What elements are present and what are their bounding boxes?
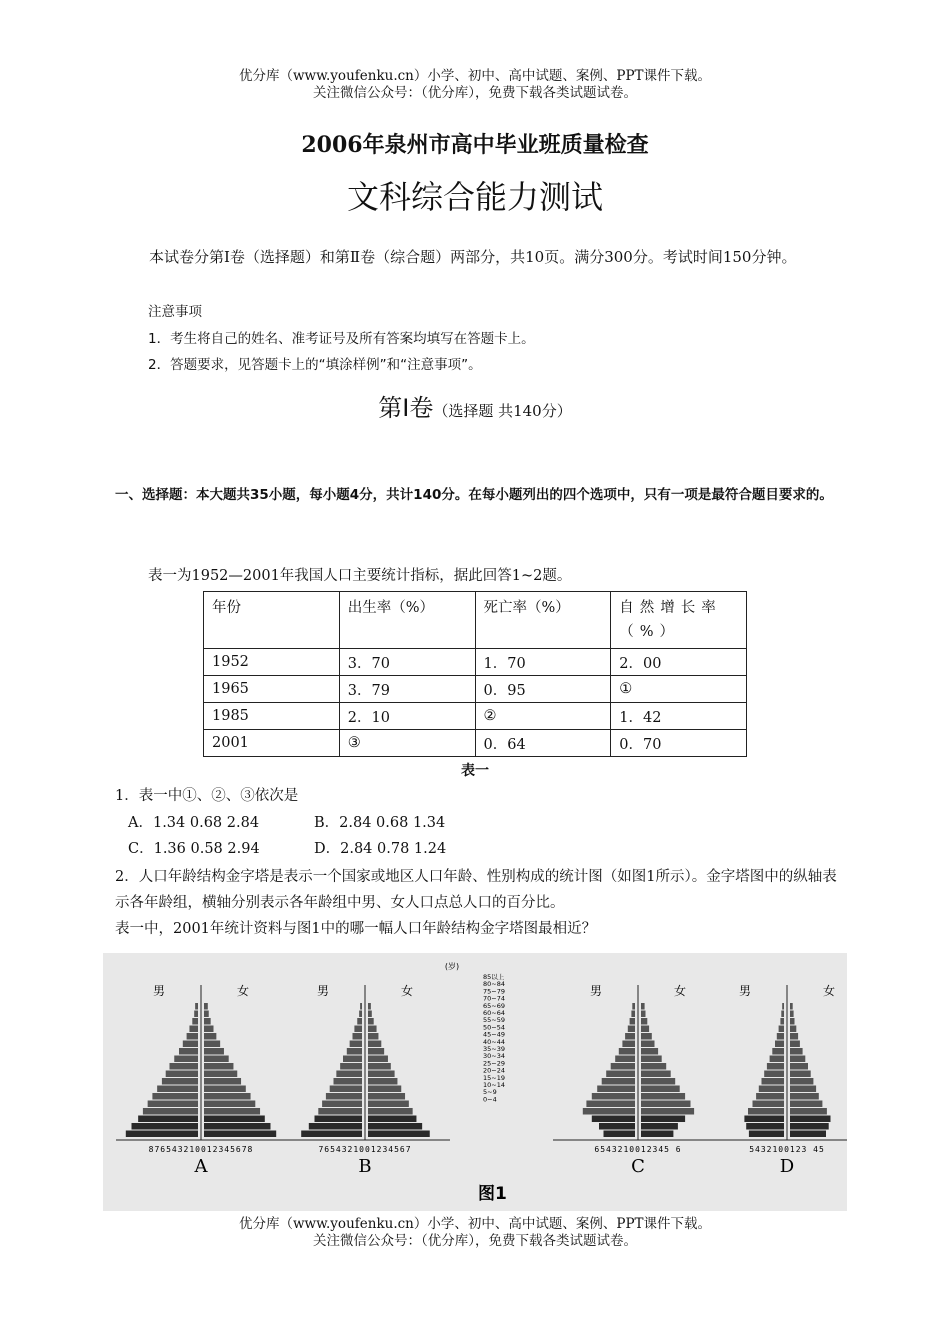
figure-1	[103, 953, 847, 1211]
female-bar	[204, 1033, 216, 1040]
female-bar	[641, 1108, 694, 1115]
volume-sub: （选择题 共140分）	[433, 402, 572, 420]
female-bar	[368, 1086, 401, 1093]
female-bar	[368, 1003, 371, 1010]
female-bar	[790, 1041, 800, 1048]
female-bar	[204, 1078, 241, 1085]
male-bar	[162, 1078, 198, 1085]
age-group-label: 5~9	[483, 1088, 497, 1097]
female-bar	[368, 1093, 405, 1100]
female-bar	[368, 1011, 372, 1018]
female-bar	[790, 1116, 831, 1123]
male-bar	[326, 1093, 362, 1100]
male-bar	[762, 1078, 785, 1085]
female-bar	[790, 1048, 803, 1055]
female-bar	[204, 1086, 246, 1093]
male-bar	[782, 1003, 784, 1010]
male-bar	[359, 1011, 362, 1018]
table-cell: 0．95	[475, 676, 611, 703]
header-line-2: 关注微信公众号：（优分库），免费下载各类试题试卷。	[313, 85, 637, 101]
male-bar	[343, 1056, 362, 1063]
female-bar	[368, 1056, 388, 1063]
male-bar	[322, 1101, 362, 1108]
male-bar	[780, 1018, 784, 1025]
male-bar	[187, 1033, 198, 1040]
male-bar	[631, 1011, 635, 1018]
table-cell: 0．70	[611, 730, 747, 757]
male-bar	[615, 1056, 635, 1063]
male-bar	[606, 1071, 635, 1078]
axis-ticks: 5432100123 45	[749, 1145, 825, 1154]
table-header-row	[204, 592, 747, 649]
q1-option-c: C．1.36 0.58 2.94	[128, 841, 260, 857]
notes-heading: 注意事项	[148, 304, 202, 320]
female-bar	[641, 1003, 645, 1010]
male-bar	[748, 1108, 784, 1115]
table-row	[204, 676, 747, 703]
male-bar	[628, 1026, 635, 1033]
female-bar	[204, 1018, 211, 1025]
pyramid-label: A	[194, 1156, 208, 1177]
female-bar	[790, 1071, 811, 1078]
female-bar	[368, 1018, 374, 1025]
q2-stem-2: 表一中，2001年统计资料与图1中的哪一幅人口年龄结构金字塔图最相近？	[115, 921, 597, 937]
table-cell: 3．79	[339, 676, 475, 703]
male-bar	[632, 1003, 635, 1010]
male-bar	[746, 1123, 784, 1130]
male-bar	[179, 1048, 198, 1055]
q1-stem: 1．表一中①、②、③依次是	[115, 788, 299, 804]
male-bar	[592, 1116, 635, 1123]
female-bar	[204, 1056, 229, 1063]
male-bar	[630, 1018, 635, 1025]
female-bar	[204, 1123, 271, 1130]
age-group-label: 20~24	[483, 1066, 505, 1075]
age-group-label: 25~29	[483, 1059, 505, 1068]
female-bar	[204, 1101, 255, 1108]
male-bar	[354, 1026, 362, 1033]
table-cell: 0．64	[475, 730, 611, 757]
female-bar	[368, 1078, 397, 1085]
male-label: 男	[316, 984, 330, 998]
female-bar	[204, 1116, 265, 1123]
male-bar	[775, 1041, 784, 1048]
axis-ticks: 7654321001234567	[318, 1145, 412, 1154]
age-group-label: 55~59	[483, 1016, 505, 1025]
female-bar	[641, 1063, 666, 1070]
male-bar	[749, 1131, 784, 1138]
male-bar	[126, 1131, 198, 1138]
section-1-instructions: 一、选择题：本大题共35小题，每小题4分，共计140分。在每小题列出的四个选项中，只有一项是最符合题目要求的。	[115, 487, 833, 503]
pyramid-label: B	[358, 1156, 372, 1177]
female-bar	[368, 1101, 409, 1108]
female-bar	[368, 1041, 381, 1048]
male-bar	[772, 1048, 784, 1055]
table-header-cell: 年份	[204, 592, 340, 649]
table-row	[204, 730, 747, 757]
footer-watermark	[0, 1216, 950, 1250]
female-bar	[368, 1033, 378, 1040]
male-bar	[770, 1056, 784, 1063]
male-bar	[340, 1063, 362, 1070]
age-unit: (岁)	[444, 962, 460, 971]
q1-option-d: D．2.84 0.78 1.24	[314, 841, 447, 857]
male-bar	[347, 1048, 362, 1055]
female-bar	[641, 1131, 673, 1138]
table-header-cell: 死亡率（%）	[475, 592, 611, 649]
table-cell: ③	[339, 730, 475, 757]
male-bar	[132, 1123, 199, 1130]
male-bar	[781, 1011, 784, 1018]
age-group-label: 45~49	[483, 1030, 505, 1039]
female-bar	[790, 1108, 827, 1115]
male-bar	[195, 1003, 198, 1010]
female-bar	[641, 1048, 658, 1055]
male-bar	[360, 1003, 362, 1010]
male-label: 男	[738, 984, 752, 998]
male-bar	[148, 1101, 198, 1108]
note-item-1: 1．考生将自己的姓名、准考证号及所有答案均填写在答题卡上。	[148, 331, 535, 347]
pyramid-c	[553, 984, 723, 1177]
table-cell: ②	[475, 703, 611, 730]
female-bar	[368, 1048, 384, 1055]
header-line-1: 优分库（www.youfenku.cn）小学、初中、高中试题、案例、PPT课件下载。	[238, 68, 712, 84]
female-bar	[204, 1026, 214, 1033]
table-cell: 1．70	[475, 649, 611, 676]
female-bar	[641, 1093, 685, 1100]
table-cell: 3．70	[339, 649, 475, 676]
male-bar	[318, 1108, 362, 1115]
pyramid-label: D	[779, 1156, 795, 1177]
table-cell: 2．10	[339, 703, 475, 730]
female-bar	[641, 1033, 652, 1040]
table-cell: 2．00	[611, 649, 747, 676]
footer-line-1: 优分库（www.youfenku.cn）小学、初中、高中试题、案例、PPT课件下载。	[238, 1216, 712, 1232]
pyramid-b	[280, 984, 450, 1177]
female-bar	[204, 1071, 237, 1078]
female-bar	[641, 1026, 649, 1033]
male-bar	[170, 1063, 199, 1070]
pyramid-d	[702, 984, 847, 1177]
male-bar	[353, 1033, 363, 1040]
age-group-label: 15~19	[483, 1073, 505, 1082]
male-bar	[602, 1078, 635, 1085]
female-bar	[368, 1071, 395, 1078]
male-bar	[592, 1093, 635, 1100]
footer-line-2: 关注微信公众号：（优分库），免费下载各类试题试卷。	[313, 1233, 637, 1249]
male-bar	[764, 1071, 784, 1078]
male-bar	[767, 1063, 784, 1070]
age-group-label: 60~64	[483, 1009, 505, 1017]
female-bar	[204, 1041, 220, 1048]
female-bar	[790, 1063, 808, 1070]
male-bar	[189, 1026, 198, 1033]
male-bar	[597, 1086, 635, 1093]
axis-ticks: 876543210012345678	[148, 1145, 254, 1154]
age-group-label: 80~84	[483, 980, 505, 989]
female-label: 女	[236, 984, 250, 998]
female-bar	[368, 1063, 391, 1070]
female-bar	[368, 1116, 416, 1123]
male-bar	[622, 1041, 635, 1048]
male-bar	[753, 1101, 785, 1108]
male-bar	[756, 1093, 784, 1100]
male-bar	[625, 1033, 635, 1040]
age-group-label: 70~74	[483, 994, 505, 1003]
female-bar	[641, 1071, 671, 1078]
table-cell: 1952	[204, 649, 340, 676]
female-bar	[368, 1131, 430, 1138]
age-group-label: 10~14	[483, 1081, 505, 1089]
male-bar	[599, 1123, 635, 1130]
q2-stem: 2．人口年龄结构金字塔是表示一个国家或地区人口年龄、性别构成的统计图（如图1所示）。金字塔图中的纵轴表示各年龄组，横轴分别表示各年龄组中男、女人口点总人口的百分比。	[115, 869, 837, 911]
male-bar	[350, 1041, 362, 1048]
male-bar	[138, 1116, 198, 1123]
female-bar	[641, 1041, 655, 1048]
exam-subtitle: 文科综合能力测试	[346, 178, 603, 216]
female-bar	[204, 1048, 224, 1055]
table-cell: 1．42	[611, 703, 747, 730]
table-header-cell: 自然增长率（%）	[611, 592, 747, 649]
age-group-label: 50~54	[483, 1023, 505, 1032]
female-bar	[204, 1108, 260, 1115]
male-bar	[157, 1086, 198, 1093]
table-row	[204, 703, 747, 730]
male-bar	[779, 1026, 784, 1033]
age-group-label: 65~69	[483, 1001, 505, 1010]
male-bar	[336, 1071, 362, 1078]
age-group-label: 75~79	[483, 987, 505, 996]
male-bar	[174, 1056, 198, 1063]
female-label: 女	[400, 984, 414, 998]
volume-heading	[0, 388, 950, 423]
male-bar	[152, 1093, 198, 1100]
female-bar	[204, 1003, 208, 1010]
female-bar	[790, 1056, 805, 1063]
table-cell: 1985	[204, 703, 340, 730]
female-bar	[641, 1018, 647, 1025]
table-row	[204, 649, 747, 676]
female-bar	[641, 1056, 662, 1063]
female-label: 女	[822, 984, 836, 998]
table-header-cell: 出生率（%）	[339, 592, 475, 649]
female-bar	[204, 1063, 233, 1070]
male-label: 男	[589, 984, 603, 998]
female-bar	[790, 1078, 813, 1085]
pyramid-label: C	[631, 1156, 645, 1177]
age-group-label: 30~34	[483, 1052, 505, 1061]
female-bar	[204, 1093, 251, 1100]
table-intro: 表一为1952—2001年我国人口主要统计指标，据此回答1~2题。	[148, 568, 572, 584]
male-bar	[315, 1116, 363, 1123]
male-bar	[744, 1116, 784, 1123]
female-bar	[790, 1003, 793, 1010]
note-item-2: 2．答题要求，见答题卡上的“填涂样例”和“注意事项”。	[148, 357, 482, 373]
figure-caption: 图1	[478, 1184, 507, 1204]
female-bar	[641, 1123, 678, 1130]
male-bar	[777, 1033, 784, 1040]
exam-intro: 本试卷分第Ⅰ卷（选择题）和第Ⅱ卷（综合题）两部分，共10页。满分300分。考试时间150分钟。	[149, 248, 797, 266]
female-bar	[790, 1018, 795, 1025]
male-bar	[583, 1108, 635, 1115]
age-group-label: 40~44	[483, 1037, 505, 1046]
age-group-label: 0~4	[483, 1095, 497, 1104]
male-bar	[619, 1048, 635, 1055]
male-bar	[194, 1011, 198, 1018]
male-label: 男	[152, 984, 166, 998]
female-bar	[641, 1011, 646, 1018]
exam-title: 2006年泉州市高中毕业班质量检查	[301, 132, 649, 158]
table-cell: 2001	[204, 730, 340, 757]
female-bar	[790, 1033, 798, 1040]
female-bar	[790, 1011, 794, 1018]
female-bar	[641, 1101, 691, 1108]
table-cell: 1965	[204, 676, 340, 703]
male-bar	[301, 1131, 362, 1138]
age-group-label: 35~39	[483, 1045, 505, 1053]
female-bar	[790, 1086, 816, 1093]
female-bar	[790, 1131, 826, 1138]
male-bar	[604, 1131, 636, 1138]
female-bar	[641, 1078, 675, 1085]
male-bar	[309, 1123, 362, 1130]
female-bar	[368, 1123, 422, 1130]
male-bar	[357, 1018, 362, 1025]
pyramid-figure	[103, 953, 847, 1211]
male-bar	[611, 1063, 635, 1070]
pyramid-a	[116, 984, 286, 1177]
male-bar	[586, 1101, 635, 1108]
q1-option-a: A．1.34 0.68 2.84	[128, 815, 260, 831]
female-bar	[641, 1086, 680, 1093]
age-group-label: 85以上	[483, 973, 505, 981]
q1-option-b: B．2.84 0.68 1.34	[314, 815, 446, 831]
male-bar	[166, 1071, 198, 1078]
female-bar	[790, 1101, 822, 1108]
header-watermark	[0, 68, 950, 102]
stats-table	[203, 591, 747, 757]
female-bar	[204, 1131, 276, 1138]
female-bar	[790, 1026, 796, 1033]
female-bar	[790, 1093, 819, 1100]
male-bar	[143, 1108, 198, 1115]
female-bar	[790, 1123, 829, 1130]
male-bar	[183, 1041, 198, 1048]
table-caption: 表一	[461, 763, 489, 779]
female-bar	[368, 1026, 377, 1033]
axis-ticks: 6543210012345 6	[594, 1145, 682, 1154]
male-bar	[192, 1018, 198, 1025]
male-bar	[759, 1086, 784, 1093]
male-bar	[334, 1078, 363, 1085]
volume-label: 第Ⅰ卷	[378, 394, 434, 422]
female-label: 女	[673, 984, 687, 998]
male-bar	[330, 1086, 362, 1093]
female-bar	[368, 1108, 413, 1115]
female-bar	[204, 1011, 209, 1018]
table-cell: ①	[611, 676, 747, 703]
female-bar	[641, 1116, 685, 1123]
